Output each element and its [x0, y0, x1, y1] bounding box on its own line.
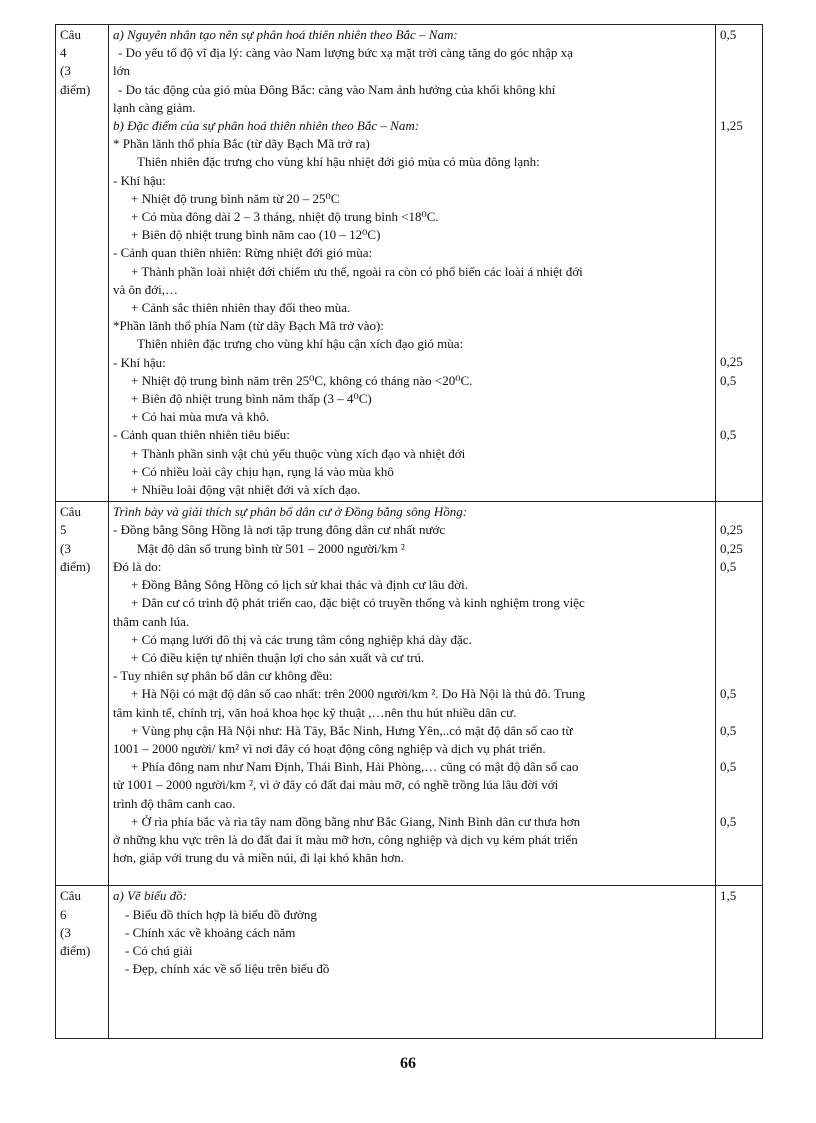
score-column: [716, 25, 763, 502]
score-column: [716, 502, 763, 886]
answer-line: Trình bày và giải thích sự phân bố dân cư ở Đồng bằng sông Hồng:: [113, 504, 468, 520]
score-value: [720, 906, 758, 924]
question-label-line: 4: [60, 45, 67, 61]
question-row: [56, 502, 763, 886]
score-value: [720, 190, 758, 208]
score-value: [720, 960, 758, 978]
score-value: 0,5: [720, 558, 737, 574]
question-label-line: (3: [60, 63, 71, 79]
score-column: [716, 886, 763, 1039]
score-value: [720, 390, 758, 408]
answer-line: Thiên nhiên đặc trưng cho vùng khí hậu cận xích đạo gió mùa:: [137, 336, 464, 352]
score-value: [720, 612, 758, 630]
answer-line: Thiên nhiên đặc trưng cho vùng khí hậu nhiệt đới gió mùa có mùa đông lạnh:: [137, 154, 540, 170]
score-value: 0,5: [720, 722, 737, 738]
answer-line: * Phần lãnh thổ phía Bắc (từ dãy Bạch Mã trở ra): [113, 136, 370, 152]
score-value: 0,5: [720, 27, 737, 42]
score-value: [720, 576, 758, 594]
score-value: [720, 794, 758, 812]
question-label-line: (3: [60, 540, 71, 556]
score-value: [720, 317, 758, 335]
answer-line: + Ở rìa phía bắc và rìa tây nam đồng bằng như Bắc Giang, Ninh Bình dân cư thưa hơn: [131, 813, 581, 829]
answer-line: - Tuy nhiên sự phân bố dân cư không đều:: [113, 668, 333, 684]
score-value: 0,5: [720, 686, 737, 702]
score-value: [720, 667, 758, 685]
answer-table: [55, 24, 763, 1039]
answer-line: + Vùng phụ cận Hà Nội như: Hà Tây, Bắc Ninh, Hưng Yên,..có mật độ dân số cao từ: [131, 722, 573, 738]
score-value: [720, 924, 758, 942]
answer-line: + Biên độ nhiệt trung bình năm cao (10 – 12⁰C): [131, 227, 381, 243]
score-value: [720, 226, 758, 244]
score-value: [720, 99, 758, 117]
question-row: [56, 25, 763, 502]
answer-line: + Có nhiều loài cây chịu hạn, rụng lá vào mùa khô: [131, 463, 394, 479]
answer-line: a) Nguyên nhân tạo nên sự phân hoá thiên nhiên theo Bắc – Nam:: [113, 27, 458, 42]
answer-table-body: [56, 25, 763, 1039]
answer-line: - Cảnh quan thiên nhiên: Rừng nhiệt đới gió mùa:: [113, 245, 373, 261]
score-value: [720, 135, 758, 153]
blank-space: [113, 867, 711, 883]
answer-line: - Có chú giải: [125, 942, 193, 958]
score-value: 0,25: [720, 522, 743, 538]
score-value: [720, 44, 758, 62]
answer-content: [109, 886, 716, 1039]
score-value: [720, 81, 758, 99]
score-value: [720, 649, 758, 667]
answer-line: - Đẹp, chính xác về số liệu trên biểu đồ: [125, 961, 330, 977]
score-value: [720, 463, 758, 481]
score-value: [720, 208, 758, 226]
score-value: [720, 281, 758, 299]
question-label: [56, 886, 109, 1039]
answer-line: - Chính xác về khoảng cách năm: [125, 924, 296, 940]
score-value: [720, 831, 758, 849]
answer-line: - Đồng bằng Sông Hồng là nơi tập trung đông dân cư nhất nước: [113, 522, 446, 538]
answer-line: + Cảnh sắc thiên nhiên thay đổi theo mùa.: [131, 300, 351, 316]
answer-line: tâm kinh tế, chính trị, văn hoá khoa học kỹ thuật ,…nên thu hút nhiều dân cư.: [113, 704, 517, 720]
score-value: [720, 172, 758, 190]
answer-line: lớn: [113, 63, 130, 79]
score-value: [720, 849, 758, 867]
answer-line: + Hà Nội có mật độ dân số cao nhất: trên 2000 người/km ². Do Hà Nội là thủ đô. Trung: [131, 686, 586, 702]
score-value: [720, 244, 758, 262]
score-value: [720, 481, 758, 499]
score-value: [720, 594, 758, 612]
score-value: [720, 262, 758, 280]
answer-line: + Thành phần sinh vật chủ yếu thuộc vùng xích đạo và nhiệt đới: [131, 445, 466, 461]
question-label: [56, 502, 109, 886]
answer-line: + Có điều kiện tự nhiên thuận lợi cho sản xuất và cư trú.: [131, 649, 425, 665]
score-value: 0,25: [720, 540, 743, 556]
score-value: [720, 703, 758, 721]
question-label-line: điểm): [60, 81, 91, 97]
score-value: 0,5: [720, 372, 737, 388]
score-value: [720, 335, 758, 353]
answer-line: + Có mạng lưới đô thị và các trung tâm công nghiệp khá dày đặc.: [131, 631, 472, 647]
answer-content: [109, 502, 716, 886]
answer-line: - Biểu đồ thích hợp là biểu đồ đường: [125, 906, 317, 922]
answer-line: *Phần lãnh thổ phía Nam (từ dãy Bạch Mã trở vào):: [113, 318, 384, 334]
answer-content: [109, 25, 716, 502]
answer-line: b) Đặc điểm của sự phân hoá thiên nhiên theo Bắc – Nam:: [113, 118, 420, 134]
score-value: [720, 299, 758, 317]
score-value: [720, 153, 758, 171]
score-value: [720, 503, 758, 521]
score-value: [720, 444, 758, 462]
score-value: [720, 776, 758, 794]
answer-line: Đó là do:: [113, 558, 162, 574]
score-value: [720, 942, 758, 960]
answer-line: - Khí hậu:: [113, 172, 166, 188]
score-value: 1,25: [720, 117, 743, 133]
answer-line: + Đồng Bằng Sông Hồng có lịch sử khai thác và định cư lâu đời.: [131, 577, 468, 593]
score-value: [720, 631, 758, 649]
question-label-line: điểm): [60, 942, 91, 958]
answer-line: + Có hai mùa mưa và khô.: [131, 409, 270, 425]
answer-line: + Nhiều loài động vật nhiệt đới và xích đạo.: [131, 482, 361, 498]
answer-line: trình độ thâm canh cao.: [113, 795, 236, 811]
answer-line: + Nhiệt độ trung bình năm từ 20 – 25⁰C: [131, 190, 340, 206]
answer-line: hơn, giáp với trung du và miền núi, đi lại khó khăn hơn.: [113, 850, 405, 866]
score-value: 1,5: [720, 888, 737, 904]
answer-line: + Phía đông nam như Nam Định, Thái Bình, Hải Phòng,… cũng có mật độ dân số cao: [131, 759, 579, 775]
answer-line: ở những khu vực trên là do đất đai ít màu mỡ hơn, công nghiệp và dịch vụ kém phát triển: [113, 831, 578, 847]
answer-line: + Biên độ nhiệt trung bình năm thấp (3 – 4⁰C): [131, 391, 372, 407]
question-label-line: (3: [60, 924, 71, 940]
answer-line: thâm canh lúa.: [113, 613, 190, 629]
question-row: [56, 886, 763, 1039]
score-value: [720, 408, 758, 426]
question-label-line: Câu: [60, 27, 81, 42]
answer-line: và ôn đới,…: [113, 281, 179, 297]
answer-line: lạnh càng giảm.: [113, 99, 196, 115]
answer-line: + Dân cư có trình độ phát triển cao, đặc biệt có truyền thống và kinh nghiệm trong việc: [131, 595, 585, 611]
question-label-line: 5: [60, 522, 67, 538]
answer-line: từ 1001 – 2000 người/km ², vì ở đây có đất đai màu mỡ, có nghề trồng lúa lâu đời với: [113, 777, 559, 793]
answer-line: a) Vẽ biểu đồ:: [113, 888, 188, 904]
score-value: [720, 740, 758, 758]
question-label-line: Câu: [60, 888, 81, 904]
score-value: 0,5: [720, 758, 737, 774]
score-value: 0,5: [720, 427, 737, 443]
answer-line: + Thành phần loài nhiệt đới chiếm ưu thế, ngoài ra còn có phổ biến các loài á nhiệt đới: [131, 263, 583, 279]
answer-line: Mật độ dân số trung bình từ 501 – 2000 người/km ²: [137, 540, 405, 556]
score-value: 0,5: [720, 813, 737, 829]
blank-space: [113, 978, 711, 1036]
question-label: [56, 25, 109, 502]
question-label-line: Câu: [60, 504, 81, 520]
score-value: 0,25: [720, 354, 743, 370]
answer-line: 1001 – 2000 người/ km² vì nơi đây có hoạt động công nghiệp và dịch vụ phát triển.: [113, 740, 546, 756]
answer-line: + Có mùa đông dài 2 – 3 tháng, nhiệt độ trung bình <18⁰C.: [131, 209, 439, 225]
answer-line: - Do yếu tố độ vĩ địa lý: càng vào Nam lượng bức xạ mặt trời càng tăng do góc nhập xạ: [118, 45, 573, 61]
answer-line: + Nhiệt độ trung bình năm trên 25⁰C, không có tháng nào <20⁰C.: [131, 372, 473, 388]
page-number: 66: [400, 1055, 416, 1072]
answer-line: - Khí hậu:: [113, 354, 166, 370]
answer-line: - Do tác động của gió mùa Đông Bắc: càng vào Nam ảnh hưởng của khối không khí: [118, 81, 556, 97]
question-label-line: 6: [60, 906, 67, 922]
question-label-line: điểm): [60, 558, 91, 574]
answer-line: - Cảnh quan thiên nhiên tiêu biểu:: [113, 427, 290, 443]
score-value: [720, 62, 758, 80]
